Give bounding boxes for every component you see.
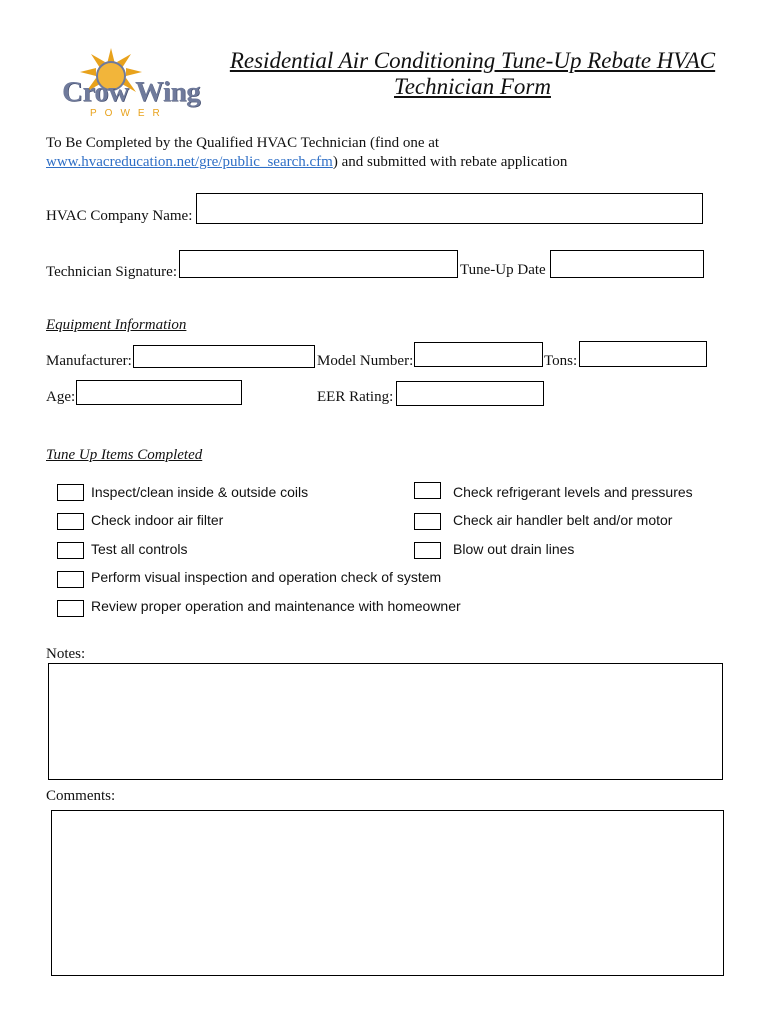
company-name-field[interactable] <box>196 193 703 224</box>
checkbox-label: Check air handler belt and/or motor <box>453 512 673 528</box>
notes-label: Notes: <box>46 646 86 662</box>
checkbox-air-filter[interactable] <box>57 513 84 530</box>
checkbox-visual-inspection[interactable] <box>57 571 84 588</box>
page-title: Residential Air Conditioning Tune-Up Rebate HVAC Technician Form <box>229 48 716 99</box>
checkbox-label: Check refrigerant levels and pressures <box>453 484 693 500</box>
tuneup-heading: Tune Up Items Completed <box>46 447 203 463</box>
tuneup-date-label: Tune-Up Date <box>460 262 546 278</box>
technician-signature-field[interactable] <box>179 250 458 278</box>
logo-name: Crow Wing <box>62 76 201 108</box>
age-label: Age: <box>46 389 76 405</box>
checkbox-label: Perform visual inspection and operation check of system <box>91 569 442 585</box>
technician-search-link[interactable]: www.hvacreducation.net/gre/public_search.cfm <box>46 154 333 170</box>
tons-field[interactable] <box>579 341 707 367</box>
technician-signature-label: Technician Signature: <box>46 264 177 280</box>
eer-rating-field[interactable] <box>396 381 544 406</box>
checkbox-drain-lines[interactable] <box>414 542 441 559</box>
checkbox-label: Blow out drain lines <box>453 541 575 557</box>
eer-rating-label: EER Rating: <box>317 389 394 405</box>
checkbox-label: Review proper operation and maintenance with homeowner <box>91 598 461 614</box>
checkbox-label: Test all controls <box>91 541 188 557</box>
checkbox-label: Inspect/clean inside & outside coils <box>91 484 309 500</box>
checkbox-coils[interactable] <box>57 484 84 501</box>
company-name-label: HVAC Company Name: <box>46 208 193 224</box>
checkbox-air-handler[interactable] <box>414 513 441 530</box>
intro-text <box>46 134 726 172</box>
tons-label: Tons: <box>544 353 578 369</box>
tuneup-date-field[interactable] <box>550 250 704 278</box>
checkbox-refrigerant[interactable] <box>414 482 441 499</box>
manufacturer-field[interactable] <box>133 345 315 368</box>
model-number-label: Model Number: <box>317 353 414 369</box>
comments-label: Comments: <box>46 788 116 804</box>
checkbox-review-homeowner[interactable] <box>57 600 84 617</box>
age-field[interactable] <box>76 380 242 405</box>
equipment-heading: Equipment Information <box>46 317 187 333</box>
crow-wing-power-logo <box>58 46 208 120</box>
manufacturer-label: Manufacturer: <box>46 353 132 369</box>
comments-field[interactable] <box>51 810 724 976</box>
checkbox-controls[interactable] <box>57 542 84 559</box>
model-number-field[interactable] <box>414 342 543 367</box>
logo-subtitle: POWER <box>90 108 168 119</box>
notes-field[interactable] <box>48 663 723 780</box>
intro-text-part1: To Be Completed by the Qualified HVAC Technician (find one at <box>46 135 440 151</box>
intro-text-part2: ) and submitted with rebate application <box>332 154 568 170</box>
checkbox-label: Check indoor air filter <box>91 512 224 528</box>
